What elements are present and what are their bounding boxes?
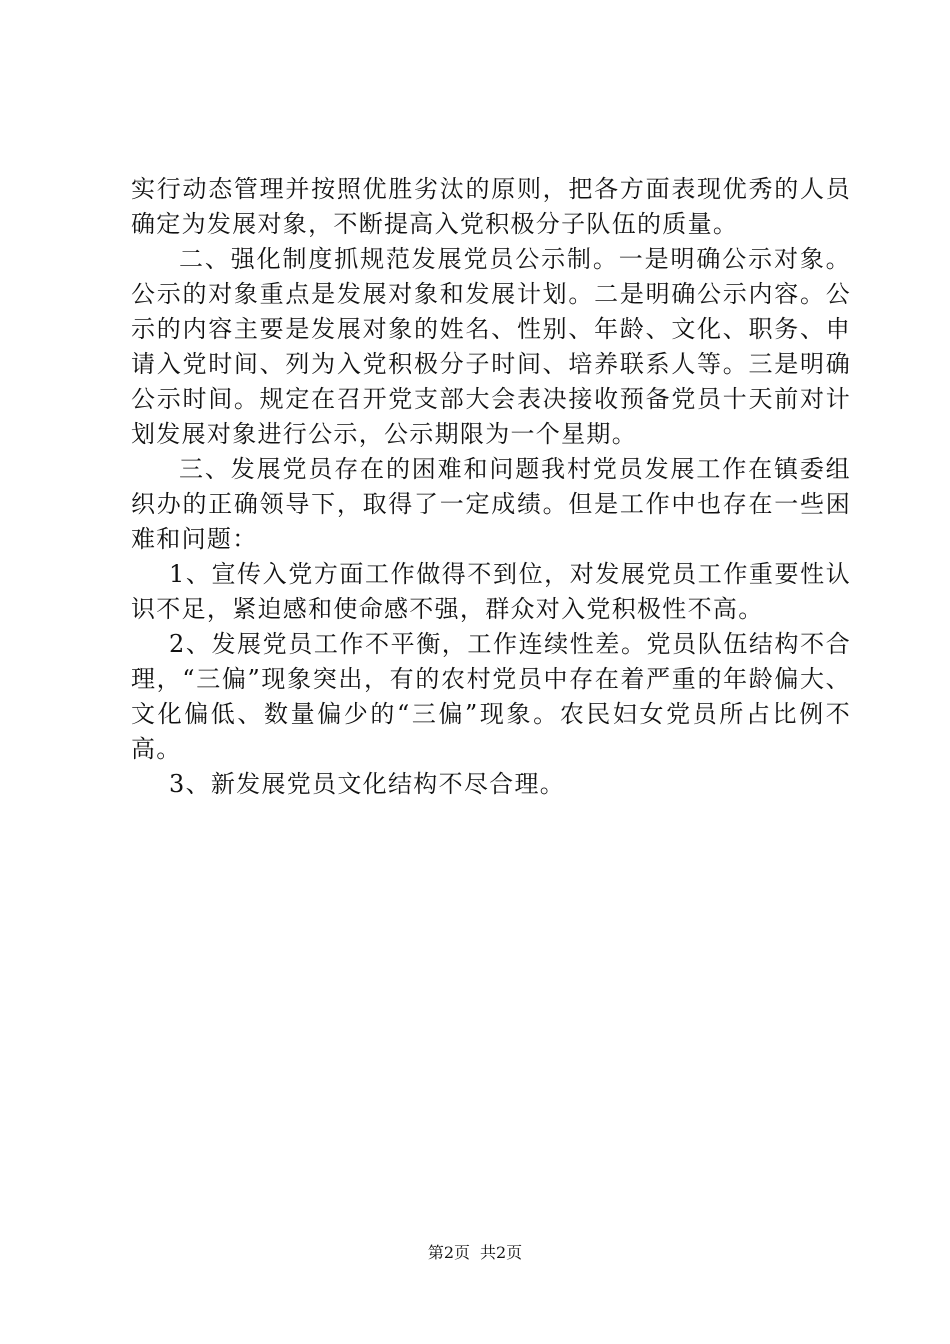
paragraph-section-three: 三、发展党员存在的困难和问题我村党员发展工作在镇委组织办的正确领导下，取得了一定成绩。但是工作中也存在一些困难和问题： [131, 455, 851, 553]
page-total: 共2页 [480, 1243, 523, 1262]
paragraph-section-two: 二、强化制度抓规范发展党员公示制。一是明确公示对象。公示的对象重点是发展对象和发展计划。二是明确公示内容。公示的内容主要是发展对象的姓名、性别、年龄、文化、职务、申请入党时间、列为入党积极分子时间、培养联系人等。三是明确公示时间。规定在召开党支部大会表决接收预备党员十天前对计划发展对象进行公示，公示期限为一个星期。 [131, 245, 851, 448]
paragraph-item-3: 3、新发展党员文化结构不尽合理。 [169, 770, 566, 798]
page-number: 第2页 [427, 1243, 470, 1262]
document-body [131, 172, 851, 802]
page-footer [0, 1243, 950, 1263]
paragraph-item-1: 1、宣传入党方面工作做得不到位，对发展党员工作重要性认识不足，紧迫感和使命感不强，群众对入党积极性不高。 [131, 560, 851, 623]
paragraph-item-2: 2、发展党员工作不平衡，工作连续性差。党员队伍结构不合理，“三偏”现象突出，有的农村党员中存在着严重的年龄偏大、文化偏低、数量偏少的“三偏”现象。农民妇女党员所占比例不高。 [131, 630, 851, 763]
paragraph-continuation: 实行动态管理并按照优胜劣汰的原则，把各方面表现优秀的人员确定为发展对象，不断提高入党积极分子队伍的质量。 [131, 175, 851, 238]
